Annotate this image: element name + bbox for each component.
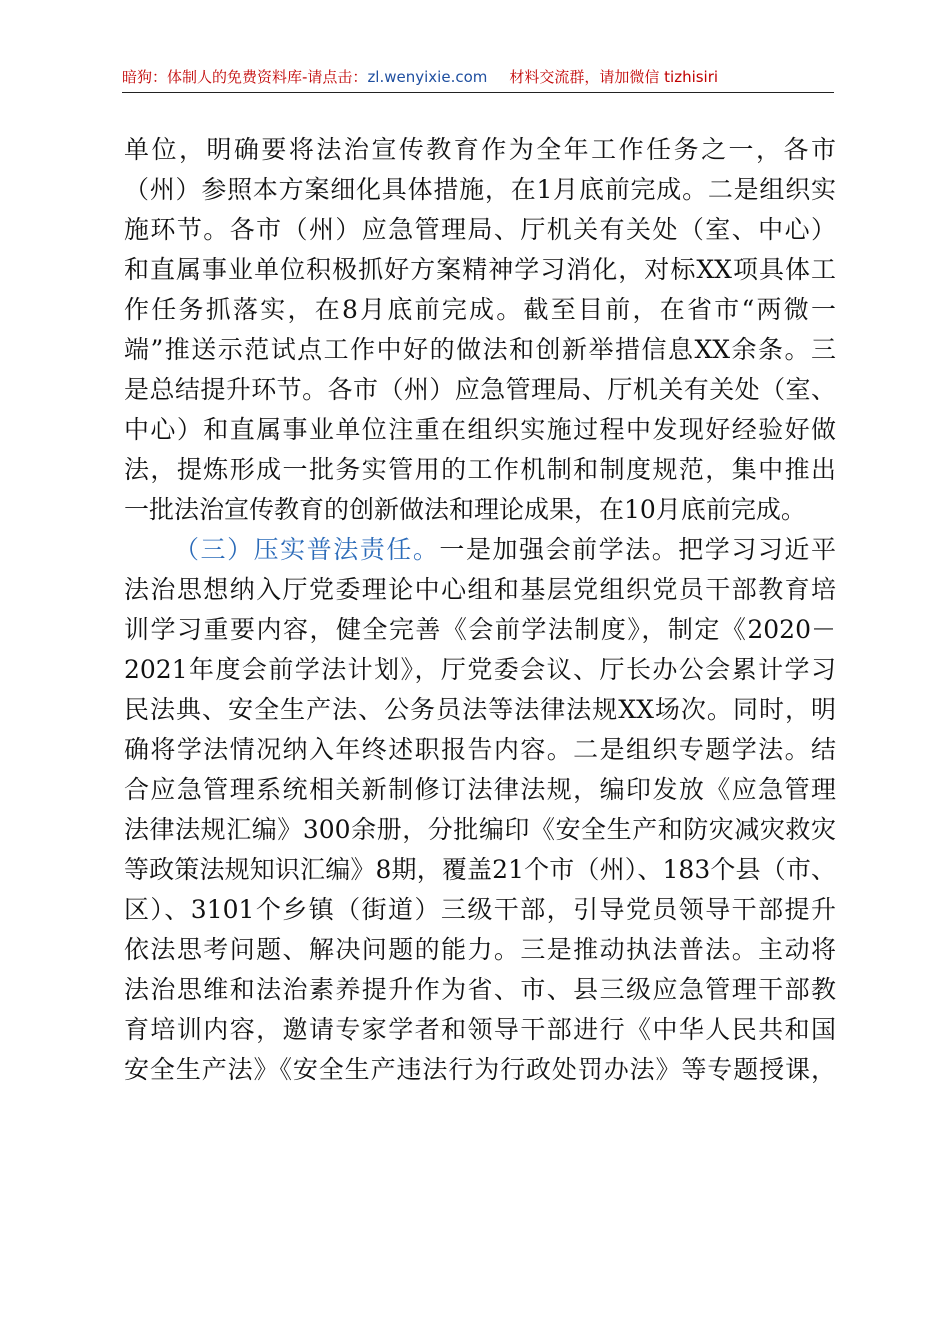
header-link[interactable]: zl.wenyixie.com <box>367 68 488 86</box>
paragraph-line: 合应急管理系统相关新制修订法律法规，编印发放《应急管理 <box>124 775 836 804</box>
paragraph-line: 作任务抓落实，在8月底前完成。截至目前，在省市“两微一 <box>124 295 836 324</box>
section-heading-line <box>124 530 836 570</box>
document-body <box>124 130 836 1090</box>
section-heading-rest: 一是加强会前学法。把学习习近平 <box>439 535 836 564</box>
paragraph-line: 法律法规汇编》300余册，分批编印《安全生产和防灾减灾救灾 <box>124 815 836 844</box>
paragraph-line: 区）、3101个乡镇（街道）三级干部，引导党员领导干部提升 <box>124 895 836 924</box>
paragraph-line: 确将学法情况纳入年终述职报告内容。二是组织专题学法。结 <box>124 735 836 764</box>
header-link-label: -请点击： <box>302 68 368 86</box>
section-heading: （三）压实普法责任。 <box>174 535 440 564</box>
paragraph-line: 一批法治宣传教育的创新做法和理论成果，在10月底前完成。 <box>124 495 806 524</box>
paragraph-line: （州）参照本方案细化具体措施，在1月底前完成。二是组织实 <box>124 175 836 204</box>
paragraph-line: 法治思想纳入厅党委理论中心组和基层党组织党员干部教育培 <box>124 575 836 604</box>
paragraph-line: 中心）和直属事业单位注重在组织实施过程中发现好经验好做 <box>124 415 836 444</box>
paragraph-line: 和直属事业单位积极抓好方案精神学习消化，对标XX项具体工 <box>124 255 836 284</box>
paragraph-line: 是总结提升环节。各市（州）应急管理局、厅机关有关处（室、 <box>124 375 836 404</box>
paragraph-line: 单位，明确要将法治宣传教育作为全年工作任务之一，各市 <box>124 135 836 164</box>
paragraph-line: 2021年度会前学法计划》，厅党委会议、厅长办公会累计学习 <box>124 655 836 684</box>
paragraph-line: 等政策法规知识汇编》8期，覆盖21个市（州）、183个县（市、 <box>124 855 836 884</box>
paragraph-line: 安全生产法》《安全生产违法行为行政处罚办法》等专题授课， <box>124 1055 836 1084</box>
paragraph-line: 法，提炼形成一批务实管用的工作机制和制度规范，集中推出 <box>124 455 836 484</box>
header-contact: 材料交流群，请加微信 tizhisiri <box>509 68 719 86</box>
paragraph-line: 端”推送示范试点工作中好的做法和创新举措信息XX余条。三 <box>124 335 836 364</box>
paragraph-line: 法治思维和法治素养提升作为省、市、县三级应急管理干部教 <box>124 975 836 1004</box>
header-brand: 暗狗：体制人的免费资料库 <box>122 68 303 86</box>
paragraph-line: 民法典、安全生产法、公务员法等法律法规XX场次。同时，明 <box>124 695 836 724</box>
paragraph-line: 训学习重要内容，健全完善《会前学法制度》，制定《2020－ <box>124 615 836 644</box>
paragraph-line: 育培训内容，邀请专家学者和领导干部进行《中华人民共和国 <box>124 1015 836 1044</box>
page-header <box>122 66 834 93</box>
paragraph-line: 依法思考问题、解决问题的能力。三是推动执法普法。主动将 <box>124 935 836 964</box>
paragraph-line: 施环节。各市（州）应急管理局、厅机关有关处（室、中心） <box>124 215 836 244</box>
